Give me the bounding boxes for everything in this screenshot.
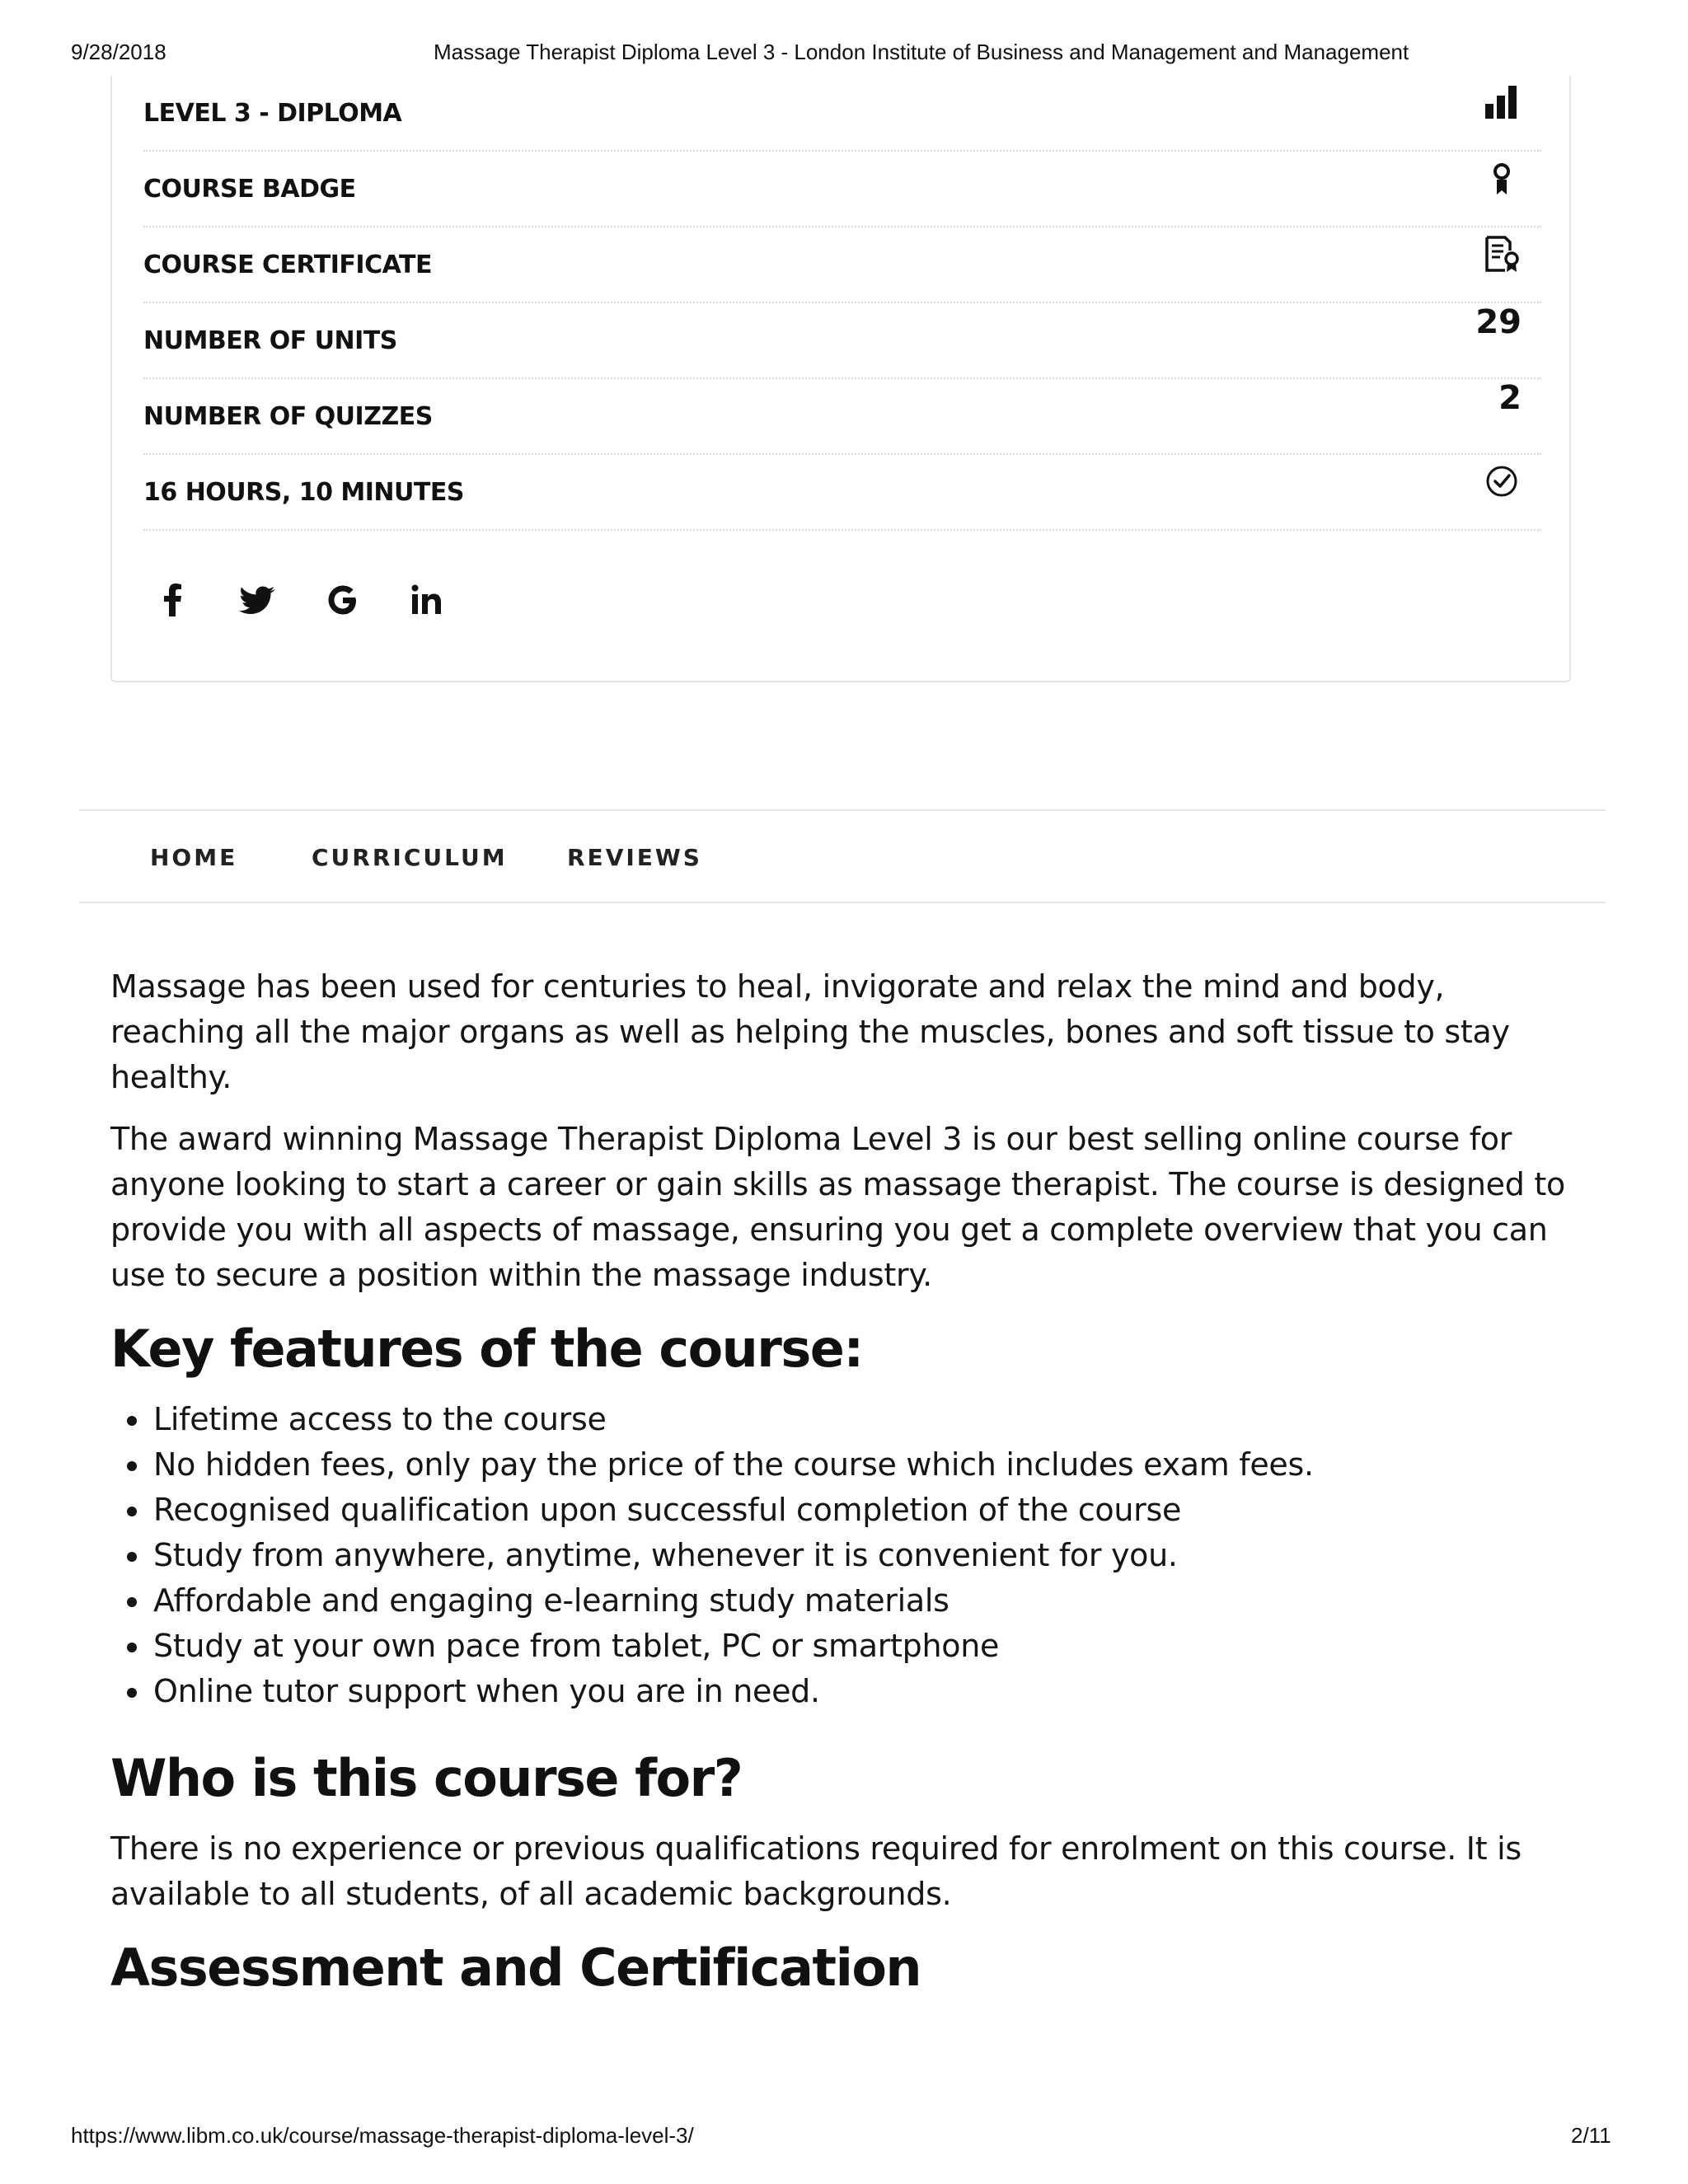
features-list: [110, 1397, 1578, 1714]
bar-chart-icon: [1482, 82, 1522, 122]
google-icon[interactable]: [323, 580, 363, 620]
info-row-level: [143, 76, 1541, 152]
print-footer: [0, 2123, 1688, 2156]
list-item: • Lifetime access to the course: [152, 1397, 1578, 1442]
list-item: • Study from anywhere, anytime, whenever it is convenient for you.: [152, 1533, 1578, 1578]
course-tab-bar: [79, 809, 1606, 903]
badge-icon: [1482, 158, 1522, 198]
info-label-duration: 16 HOURS, 10 MINUTES: [143, 478, 464, 507]
print-page-number: 2/11: [1571, 2123, 1611, 2148]
info-label-badge: COURSE BADGE: [143, 175, 356, 204]
tab-curriculum[interactable]: CURRICULUM: [312, 844, 508, 871]
intro-paragraph-1: Massage has been used for centuries to heal, invigorate and relax the mind and body, reaching all the major organs as well as helping the muscles, bones and soft tissue to stay healthy.: [110, 968, 1510, 1095]
intro-paragraph-2: The award winning Massage Therapist Diploma Level 3 is our best selling online course for anyone looking to start a career or gain skills as massage therapist. The course is designed to provide you with all aspects of massage, ensuring you get a complete overview that you can use to secure a position within the massage industry.: [110, 1121, 1565, 1293]
audience-heading: Who is this course for?: [110, 1748, 743, 1808]
clock-check-icon: [1482, 462, 1522, 501]
twitter-icon[interactable]: [239, 580, 279, 620]
course-description: [110, 964, 1578, 2016]
list-item: • No hidden fees, only pay the price of the course which includes exam fees.: [152, 1442, 1578, 1488]
certificate-icon: [1482, 234, 1522, 274]
linkedin-icon[interactable]: [407, 580, 447, 620]
info-label-level: LEVEL 3 - DIPLOMA: [143, 99, 402, 128]
info-row-quizzes: [143, 379, 1541, 455]
list-item: • Study at your own pace from tablet, PC or smartphone: [152, 1624, 1578, 1669]
list-item: • Affordable and engaging e-learning study materials: [152, 1578, 1578, 1624]
print-document-title: Massage Therapist Diploma Level 3 - London Institute of Business and Management and Management: [434, 40, 1409, 64]
assessment-heading: Assessment and Certification: [110, 1938, 921, 1998]
features-heading: Key features of the course:: [110, 1319, 863, 1379]
tab-home[interactable]: HOME: [150, 844, 238, 871]
course-info-card: [110, 76, 1571, 682]
print-url: https://www.libm.co.uk/course/massage-therapist-diploma-level-3/: [71, 2123, 694, 2148]
info-label-units: NUMBER OF UNITS: [143, 326, 397, 355]
list-item: • Online tutor support when you are in need.: [152, 1669, 1578, 1714]
info-row-badge: [143, 152, 1541, 227]
info-row-duration: [143, 455, 1541, 531]
info-row-units: [143, 303, 1541, 379]
audience-paragraph: There is no experience or previous qualifications required for enrolment on this course. It is available to all students, of all academic backgrounds.: [110, 1830, 1522, 1912]
list-item: • Recognised qualification upon successful completion of the course: [152, 1488, 1578, 1533]
facebook-icon[interactable]: [153, 580, 193, 620]
print-date: 9/28/2018: [71, 40, 166, 64]
info-label-quizzes: NUMBER OF QUIZZES: [143, 402, 433, 431]
print-header: [0, 40, 1688, 73]
info-label-certificate: COURSE CERTIFICATE: [143, 251, 432, 279]
units-count: 29: [1475, 303, 1522, 341]
tab-reviews[interactable]: REVIEWS: [567, 844, 702, 871]
info-row-certificate: [143, 227, 1541, 303]
quizzes-count: 2: [1498, 379, 1522, 417]
